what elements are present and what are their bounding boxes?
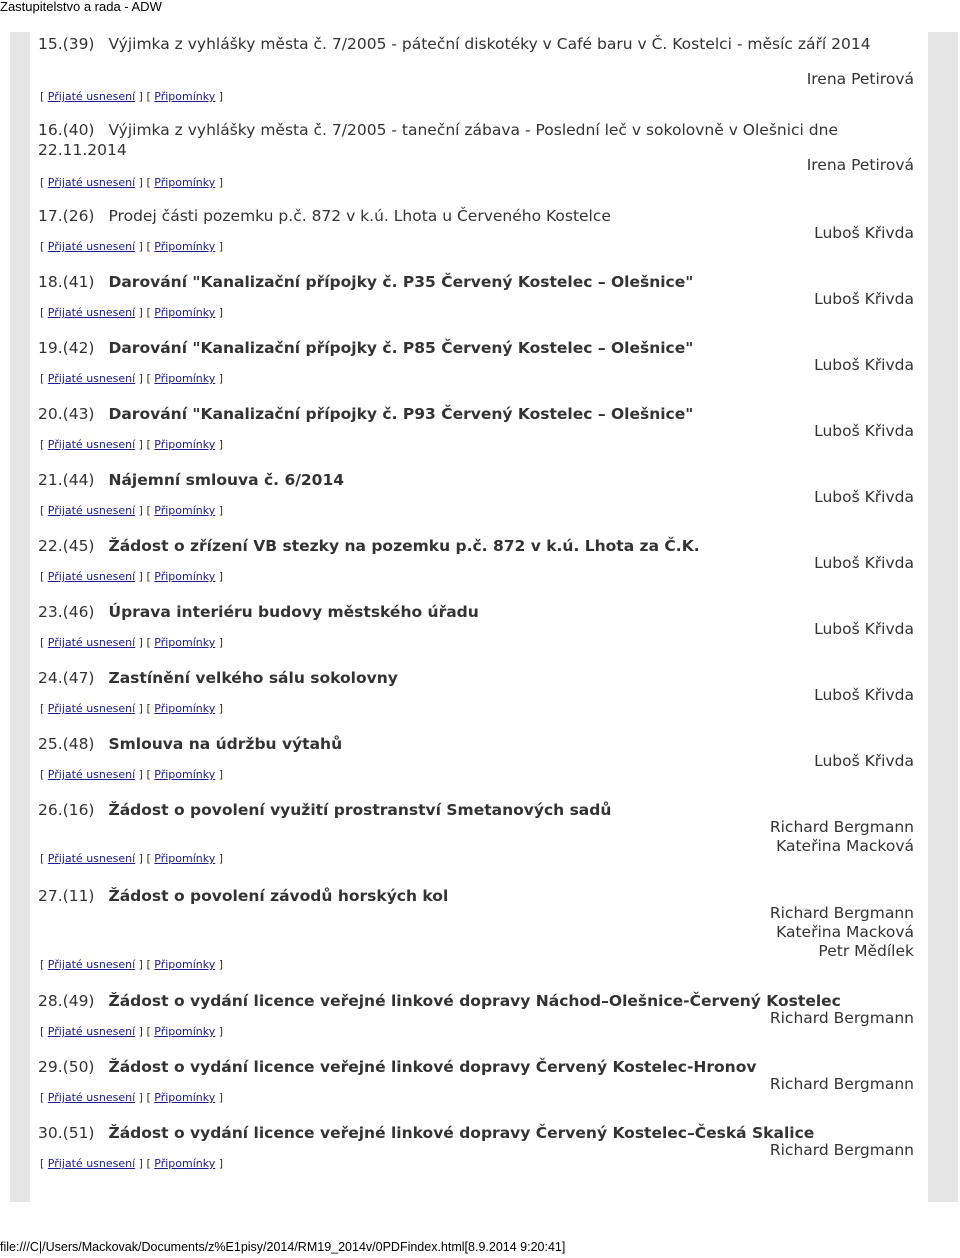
resolutions-link[interactable]: Přijaté usnesení	[47, 852, 136, 865]
bracket: ] [	[135, 1091, 155, 1104]
item-number: 30.	[38, 1124, 63, 1142]
item-number: 29.	[38, 1058, 63, 1076]
comments-link[interactable]: Připomínky	[154, 1025, 216, 1038]
bracket: [	[40, 176, 48, 189]
presenter-name: Richard Bergmann	[769, 818, 914, 836]
presenter-name: Richard Bergmann	[769, 1075, 914, 1093]
item-reference: (11)	[62, 887, 95, 905]
resolutions-link[interactable]: Přijaté usnesení	[47, 240, 136, 253]
item-reference: (45)	[62, 537, 95, 555]
item-presenters	[814, 290, 914, 309]
item-links	[40, 504, 223, 518]
bracket: ]	[215, 570, 224, 583]
item-presenters	[814, 620, 914, 639]
bracket: [	[40, 768, 48, 781]
item-links	[40, 958, 223, 972]
presenter-name: Kateřina Macková	[776, 923, 914, 941]
item-number: 20.	[38, 405, 63, 423]
agenda-item-title	[38, 470, 918, 490]
item-presenters	[814, 356, 914, 375]
bracket: [	[40, 240, 48, 253]
presenter-name: Luboš Křivda	[814, 752, 914, 770]
bracket: [	[40, 1025, 48, 1038]
agenda-item-title	[38, 120, 918, 160]
bracket: ] [	[135, 306, 155, 319]
item-presenters	[770, 1075, 914, 1094]
item-links	[40, 438, 223, 452]
item-number: 18.	[38, 273, 63, 291]
comments-link[interactable]: Připomínky	[154, 306, 216, 319]
item-links	[40, 176, 223, 190]
item-title-text: Darování "Kanalizační přípojky č. P93 Červený Kostelec – Olešnice"	[108, 405, 694, 423]
resolutions-link[interactable]: Přijaté usnesení	[47, 1025, 136, 1038]
item-presenters	[814, 224, 914, 243]
agenda-item-title	[38, 404, 918, 424]
item-title-text: Nájemní smlouva č. 6/2014	[108, 471, 345, 489]
bracket: ]	[215, 176, 224, 189]
bracket: [	[40, 372, 48, 385]
item-links	[40, 372, 223, 386]
bracket: ]	[215, 958, 224, 971]
resolutions-link[interactable]: Přijaté usnesení	[47, 438, 136, 451]
item-presenters	[770, 904, 914, 961]
bracket: ]	[215, 240, 224, 253]
bracket: ] [	[135, 504, 155, 517]
bracket: ] [	[135, 372, 155, 385]
item-title-text: Žádost o vydání licence veřejné linkové dopravy Náchod–Olešnice-Červený Kostelec	[108, 992, 841, 1010]
item-reference: (51)	[62, 1124, 95, 1142]
item-links	[40, 1025, 223, 1039]
item-reference: (44)	[62, 471, 95, 489]
item-number: 28.	[38, 992, 63, 1010]
bracket: ]	[215, 636, 224, 649]
item-title-text: Zastínění velkého sálu sokolovny	[108, 669, 398, 687]
resolutions-link[interactable]: Přijaté usnesení	[47, 176, 136, 189]
bracket: ]	[215, 306, 224, 319]
bracket: ]	[215, 504, 224, 517]
bracket: ]	[215, 438, 224, 451]
item-number: 16.	[38, 121, 63, 139]
resolutions-link[interactable]: Přijaté usnesení	[47, 702, 136, 715]
item-presenters	[770, 818, 914, 856]
bracket: [	[40, 504, 48, 517]
bracket: [	[40, 1157, 48, 1170]
comments-link[interactable]: Připomínky	[154, 852, 216, 865]
bracket: ] [	[135, 570, 155, 583]
resolutions-link[interactable]: Přijaté usnesení	[47, 1091, 136, 1104]
item-presenters	[814, 488, 914, 507]
presenter-name: Irena Petirová	[806, 156, 914, 174]
item-reference: (50)	[62, 1058, 95, 1076]
item-number: 19.	[38, 339, 63, 357]
presenter-name: Richard Bergmann	[769, 1141, 914, 1159]
agenda-item-title	[38, 1123, 918, 1143]
bracket: ]	[215, 702, 224, 715]
comments-link[interactable]: Připomínky	[154, 1157, 216, 1170]
item-title-text: Žádost o vydání licence veřejné linkové dopravy Červený Kostelec–Česká Skalice	[108, 1124, 815, 1142]
presenter-name: Luboš Křivda	[814, 422, 914, 440]
bracket: ] [	[135, 240, 155, 253]
agenda-item-title	[38, 991, 918, 1011]
comments-link[interactable]: Připomínky	[154, 176, 216, 189]
item-links	[40, 570, 223, 584]
resolutions-link[interactable]: Přijaté usnesení	[47, 636, 136, 649]
page-footer-path: file:///C|/Users/Mackovak/Documents/z%E1pisy/2014/RM19_2014v/0PDFindex.html[8.9.2014 9:20:41]	[0, 1240, 566, 1254]
bracket: [	[40, 702, 48, 715]
bracket: ] [	[135, 1025, 155, 1038]
bracket: [	[40, 636, 48, 649]
item-links	[40, 240, 223, 254]
agenda-item-title	[38, 668, 918, 688]
item-presenters	[770, 1009, 914, 1028]
bracket: [	[40, 438, 48, 451]
item-number: 25.	[38, 735, 63, 753]
comments-link[interactable]: Připomínky	[154, 240, 216, 253]
bracket: [	[40, 570, 48, 583]
presenter-name: Richard Bergmann	[769, 904, 914, 922]
comments-link[interactable]: Připomínky	[154, 768, 216, 781]
bracket: ] [	[135, 90, 155, 103]
item-presenters	[814, 686, 914, 705]
item-number: 22.	[38, 537, 63, 555]
bracket: ] [	[135, 1157, 155, 1170]
item-number: 27.	[38, 887, 63, 905]
content-frame	[10, 32, 958, 1202]
agenda-item-title	[38, 272, 918, 292]
bracket: [	[40, 852, 48, 865]
agenda-item-title	[38, 886, 918, 906]
comments-link[interactable]: Připomínky	[154, 958, 216, 971]
item-links	[40, 852, 223, 866]
bracket: ]	[215, 852, 224, 865]
item-title-text: Výjimka z vyhlášky města č. 7/2005 - taneční zábava - Poslední leč v sokolovně v Olešnici dne 22.11.2014	[38, 121, 838, 159]
item-title-text: Smlouva na údržbu výtahů	[108, 735, 343, 753]
item-title-text: Darování "Kanalizační přípojky č. P35 Červený Kostelec – Olešnice"	[108, 273, 694, 291]
item-number: 15.	[38, 35, 63, 53]
agenda-item-title	[38, 602, 918, 622]
item-reference: (16)	[62, 801, 95, 819]
item-title-text: Žádost o vydání licence veřejné linkové dopravy Červený Kostelec-Hronov	[108, 1058, 757, 1076]
item-number: 23.	[38, 603, 63, 621]
presenter-name: Luboš Křivda	[814, 488, 914, 506]
item-links	[40, 306, 223, 320]
item-presenters	[807, 156, 914, 175]
bracket: [	[40, 1091, 48, 1104]
presenter-name: Kateřina Macková	[776, 837, 914, 855]
item-links	[40, 636, 223, 650]
presenter-name: Luboš Křivda	[814, 686, 914, 704]
item-title-text: Úprava interiéru budovy městského úřadu	[108, 603, 479, 621]
bracket: ]	[215, 768, 224, 781]
item-reference: (48)	[62, 735, 95, 753]
item-presenters	[770, 1141, 914, 1160]
resolutions-link[interactable]: Přijaté usnesení	[47, 504, 136, 517]
item-title-text: Darování "Kanalizační přípojky č. P85 Červený Kostelec – Olešnice"	[108, 339, 694, 357]
item-reference: (41)	[62, 273, 95, 291]
bracket: ]	[215, 90, 224, 103]
item-title-text: Žádost o povolení závodů horských kol	[108, 887, 449, 905]
bracket: ] [	[135, 768, 155, 781]
item-reference: (39)	[62, 35, 95, 53]
agenda-panel	[30, 32, 928, 1202]
item-presenters	[807, 70, 914, 89]
bracket: ]	[215, 1157, 224, 1170]
resolutions-link[interactable]: Přijaté usnesení	[47, 768, 136, 781]
page-header-title: Zastupitelstvo a rada - ADW	[0, 0, 162, 14]
resolutions-link[interactable]: Přijaté usnesení	[47, 306, 136, 319]
comments-link[interactable]: Připomínky	[154, 636, 216, 649]
bracket: ]	[215, 1091, 224, 1104]
resolutions-link[interactable]: Přijaté usnesení	[47, 1157, 136, 1170]
comments-link[interactable]: Připomínky	[154, 438, 216, 451]
bracket: ] [	[135, 176, 155, 189]
bracket: ] [	[135, 852, 155, 865]
item-number: 21.	[38, 471, 63, 489]
item-reference: (43)	[62, 405, 95, 423]
presenter-name: Luboš Křivda	[814, 224, 914, 242]
item-links	[40, 768, 223, 782]
presenter-name: Luboš Křivda	[814, 290, 914, 308]
agenda-item-title	[38, 338, 918, 358]
presenter-name: Irena Petirová	[806, 70, 914, 88]
comments-link[interactable]: Připomínky	[154, 702, 216, 715]
agenda-item-title	[38, 206, 918, 226]
item-presenters	[814, 554, 914, 573]
bracket: [	[40, 90, 48, 103]
agenda-item-title	[38, 800, 918, 820]
item-links	[40, 1091, 223, 1105]
bracket: ] [	[135, 702, 155, 715]
agenda-item-title	[38, 536, 918, 556]
agenda-item-title	[38, 1057, 918, 1077]
presenter-name: Luboš Křivda	[814, 356, 914, 374]
bracket: [	[40, 306, 48, 319]
item-reference: (46)	[62, 603, 95, 621]
bracket: ] [	[135, 636, 155, 649]
item-title-text: Žádost o povolení využití prostranství Smetanových sadů	[108, 801, 612, 819]
resolutions-link[interactable]: Přijaté usnesení	[47, 570, 136, 583]
item-reference: (40)	[62, 121, 95, 139]
item-number: 24.	[38, 669, 63, 687]
item-links	[40, 702, 223, 716]
agenda-item-title	[38, 734, 918, 754]
item-number: 17.	[38, 207, 63, 225]
item-reference: (49)	[62, 992, 95, 1010]
bracket: ] [	[135, 958, 155, 971]
bracket: [	[40, 958, 48, 971]
item-links	[40, 1157, 223, 1171]
bracket: ] [	[135, 438, 155, 451]
item-title-text: Výjimka z vyhlášky města č. 7/2005 - páteční diskotéky v Café baru v Č. Kostelci - měsíc září 2014	[108, 35, 871, 53]
presenter-name: Luboš Křivda	[814, 554, 914, 572]
item-presenters	[814, 422, 914, 441]
item-reference: (42)	[62, 339, 95, 357]
comments-link[interactable]: Připomínky	[154, 90, 216, 103]
item-presenters	[814, 752, 914, 771]
item-title-text: Prodej části pozemku p.č. 872 v k.ú. Lhota u Červeného Kostelce	[108, 207, 611, 225]
comments-link[interactable]: Připomínky	[154, 570, 216, 583]
comments-link[interactable]: Připomínky	[154, 1091, 216, 1104]
resolutions-link[interactable]: Přijaté usnesení	[47, 90, 136, 103]
presenter-name: Petr Mědílek	[818, 942, 914, 960]
resolutions-link[interactable]: Přijaté usnesení	[47, 372, 136, 385]
comments-link[interactable]: Připomínky	[154, 504, 216, 517]
agenda-item-title	[38, 34, 918, 54]
item-number: 26.	[38, 801, 63, 819]
item-reference: (26)	[62, 207, 95, 225]
presenter-name: Luboš Křivda	[814, 620, 914, 638]
bracket: ]	[215, 372, 224, 385]
item-reference: (47)	[62, 669, 95, 687]
item-title-text: Žádost o zřízení VB stezky na pozemku p.č. 872 v k.ú. Lhota za Č.K.	[108, 537, 700, 555]
comments-link[interactable]: Připomínky	[154, 372, 216, 385]
resolutions-link[interactable]: Přijaté usnesení	[47, 958, 136, 971]
presenter-name: Richard Bergmann	[769, 1009, 914, 1027]
bracket: ]	[215, 1025, 224, 1038]
item-links	[40, 90, 223, 104]
